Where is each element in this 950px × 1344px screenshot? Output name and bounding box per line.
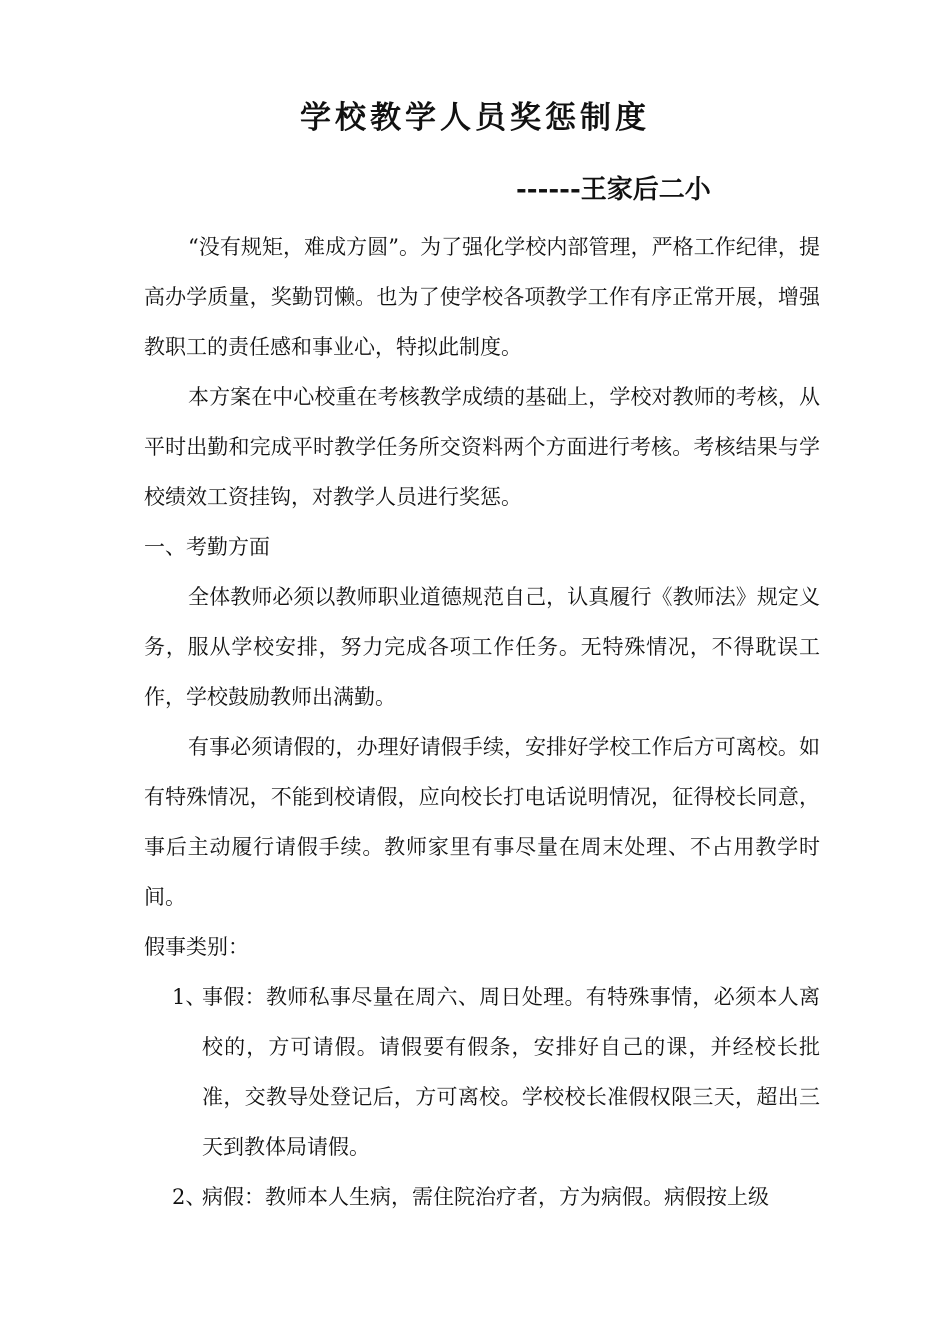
list-item-number: 1、 [172, 985, 207, 1009]
list-item-text: 事假：教师私事尽量在周六、周日处理。有特殊事情，必须本人离校的，方可请假。请假要有假条，安排好自己的课，并经校长批准，交教导处登记后，方可离校。学校校长准假权限三天，超出三天到教体局请假。 [202, 985, 820, 1159]
list-item-number: 2、 [172, 1185, 207, 1209]
list-item [144, 972, 820, 1172]
intro-paragraph: “没有规矩，难成方圆”。为了强化学校内部管理，严格工作纪律，提高办学质量，奖勤罚懒。也为了使学校各项教学工作有序正常开展，增强教职工的责任感和事业心，特拟此制度。 [144, 235, 820, 359]
document-subtitle: ------王家后二小 [516, 175, 711, 205]
list-item [144, 1172, 820, 1222]
leave-paragraph: 有事必须请假的，办理好请假手续，安排好学校工作后方可离校。如有特殊情况，不能到校请假，应向校长打电话说明情况，征得校长同意，事后主动履行请假手续。教师家里有事尽量在周末处理、不占用教学时间。 [144, 735, 820, 909]
section-heading-attendance: 一、考勤方面 [144, 535, 270, 559]
leave-types-heading: 假事类别： [144, 935, 249, 959]
document-body [144, 222, 820, 1222]
list-item-text: 病假：教师本人生病，需住院治疗者，方为病假。病假按上级 [202, 1185, 769, 1209]
plan-paragraph: 本方案在中心校重在考核教学成绩的基础上，学校对教师的考核，从平时出勤和完成平时教学任务所交资料两个方面进行考核。考核结果与学校绩效工资挂钩，对教学人员进行奖惩。 [144, 385, 820, 509]
document-title: 学校教学人员奖惩制度 [300, 100, 650, 136]
duty-paragraph: 全体教师必须以教师职业道德规范自己，认真履行《教师法》规定义务，服从学校安排，努力完成各项工作任务。无特殊情况，不得耽误工作，学校鼓励教师出满勤。 [144, 585, 820, 709]
